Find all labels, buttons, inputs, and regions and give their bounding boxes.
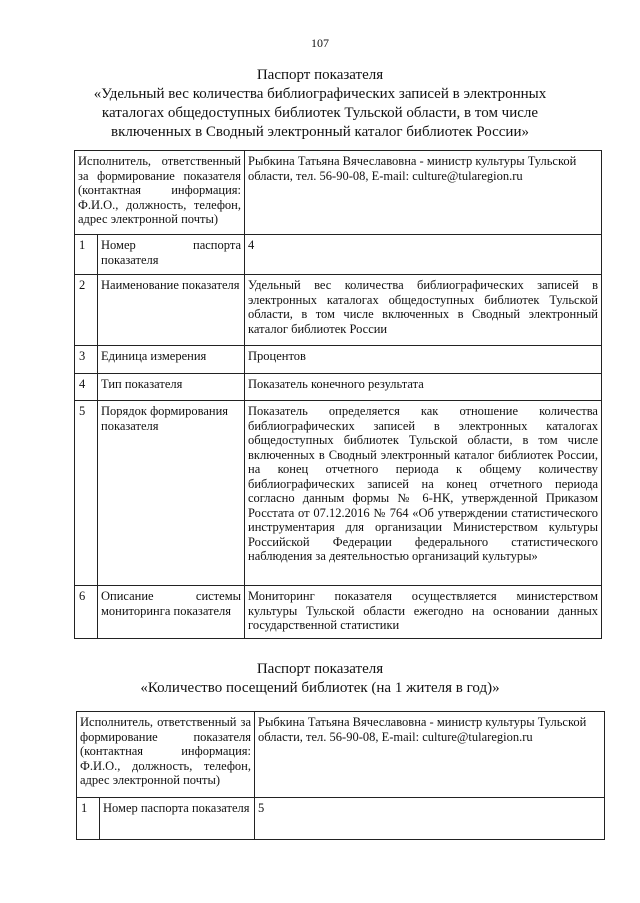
title-line: Паспорт показателя (256, 67, 384, 83)
table-row (75, 374, 602, 401)
table-row (75, 235, 602, 275)
row-value: Показатель конечного результата (245, 374, 602, 401)
row-value: 5 (255, 798, 605, 840)
row-number: 5 (75, 401, 98, 586)
row-number: 4 (75, 374, 98, 401)
row-label: Единица измерения (98, 346, 245, 374)
row-value: 4 (245, 235, 602, 275)
row-number: 1 (77, 798, 100, 840)
title-line: «Количество посещений библиотек (на 1 жителя в год)» (140, 680, 500, 696)
executor-label: Исполнитель, ответственный за формирование показателя (контактная информация: Ф.И.О., должность, телефон, адрес электронной почты) (75, 151, 245, 235)
page-number: 107 (311, 36, 329, 50)
row-value: Мониторинг показателя осуществляется министерством культуры Тульской области ежегодно на основании данных государственной статистики (245, 586, 602, 639)
row-value: Удельный вес количества библиографических записей в электронных каталогах общедоступных библиотек Тульской области, в том числе включенных в Сводный электронный каталог библиотек России (245, 275, 602, 346)
table-row (75, 275, 602, 346)
row-number: 3 (75, 346, 98, 374)
executor-row (77, 712, 605, 798)
passport-2-title (70, 660, 570, 698)
row-label: Номер паспорта показателя (98, 235, 245, 275)
row-value: Показатель определяется как отношение количества библиографических записей в электронных каталогах общедоступных библиотек Тульской области, в том числе включенных в Сводный электронный каталог библиотек России, на конец отчетного периода к общему количеству библиографических записей на конец отчетного периода согласно данным формы № 6-НК, утвержденной Приказом Росстата от 07.12.2016 № 764 «Об утверждении статистического инструментария для организации Министерством культуры Российской Федерации федерального статистического наблюдения за деятельностью организаций культуры» (245, 401, 602, 586)
row-label: Описание системы мониторинга показателя (98, 586, 245, 639)
row-number: 2 (75, 275, 98, 346)
title-line: каталогах общедоступных библиотек Тульской области, в том числе (101, 105, 539, 121)
executor-value: Рыбкина Татьяна Вячеславовна - министр культуры Тульской области, тел. 56-90-08, E-mail: culture@tularegion.ru (255, 712, 605, 798)
title-line: «Удельный вес количества библиографических записей в электронных (93, 86, 547, 102)
executor-row (75, 151, 602, 235)
row-label: Номер паспорта показателя (100, 798, 255, 840)
passport-1-title (70, 66, 570, 142)
table-row (75, 586, 602, 639)
row-label: Тип показателя (98, 374, 245, 401)
table-row (75, 401, 602, 586)
row-number: 1 (75, 235, 98, 275)
passport-1-table (74, 150, 602, 639)
row-label: Наименование показателя (98, 275, 245, 346)
row-value: Процентов (245, 346, 602, 374)
executor-label: Исполнитель, ответственный за формирование показателя (контактная информация: Ф.И.О., должность, телефон, адрес электронной почты) (77, 712, 255, 798)
executor-value: Рыбкина Татьяна Вячеславовна - министр культуры Тульской области, тел. 56-90-08, E-mail: culture@tularegion.ru (245, 151, 602, 235)
table-row (77, 798, 605, 840)
table-row (75, 346, 602, 374)
row-label: Порядок формирования показателя (98, 401, 245, 586)
title-line: Паспорт показателя (256, 661, 384, 677)
row-number: 6 (75, 586, 98, 639)
title-line: включенных в Сводный электронный каталог библиотек России» (111, 124, 529, 140)
passport-2-table (76, 711, 605, 840)
